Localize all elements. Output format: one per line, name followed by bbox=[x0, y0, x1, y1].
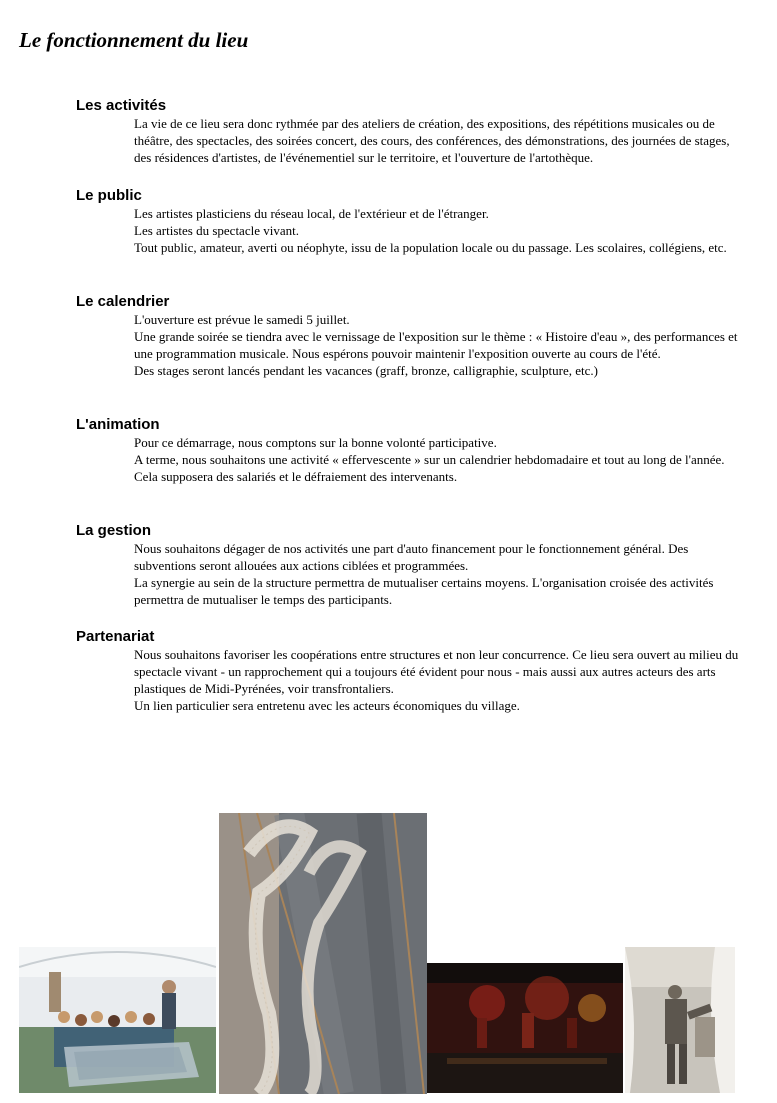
section-heading: Le calendrier bbox=[76, 293, 170, 310]
section-heading: Les activités bbox=[76, 97, 167, 114]
paragraph: Un lien particulier sera entretenu avec les acteurs économiques du village. bbox=[134, 698, 520, 713]
section-activites bbox=[76, 97, 746, 166]
section-animation bbox=[76, 416, 746, 485]
paragraph: Une grande soirée se tiendra avec le vernissage de l'exposition sur le thème : « Histoire d'eau », des performances et une programmation musicale. Nous espérons pouvoir maintenir l'exposition ouverte au cours de l'été. bbox=[134, 329, 738, 361]
section-heading: La gestion bbox=[76, 522, 152, 539]
paragraph: Nous souhaitons favoriser les coopérations entre structures et non leur concurrence. Ce lieu sera ouvert au milieu du spectacle vivant - un rapprochement qui a toujours été évident pour nous - mais aussi aux autres acteurs des arts plastiques de Midi-Pyrénées, voir transfrontaliers. bbox=[134, 647, 739, 696]
paragraph: A terme, nous souhaitons une activité « effervescente » sur un calendrier hebdomadaire et tout au long de l'année. bbox=[134, 452, 725, 467]
photo-concert bbox=[427, 963, 623, 1093]
paragraph: Les artistes du spectacle vivant. bbox=[134, 223, 299, 238]
paragraph: La vie de ce lieu sera donc rythmée par des ateliers de création, des expositions, des répétitions musicales ou de théâtre, des spectacles, des soirées concert, des cours, des conférences, des démonstrations, des journées de stages, des résidences d'artistes, de l'événementiel sur le territoire, et l'ouverture de l'artothèque. bbox=[134, 116, 730, 165]
paragraph: Nous souhaitons dégager de nos activités une part d'auto financement pour le fonctionnement général. Des subventions seront allouées aux actions ciblées et programmées. bbox=[134, 541, 689, 573]
section-heading: L'animation bbox=[76, 416, 160, 433]
paragraph: La synergie au sein de la structure permettra de mutualiser certains moyens. L'organisation croisée des activités permettra de mutualiser le temps des participants. bbox=[134, 575, 714, 607]
paragraph: Les artistes plasticiens du réseau local, de l'extérieur et de l'étranger. bbox=[134, 206, 489, 221]
paragraph: L'ouverture est prévue le samedi 5 juillet. bbox=[134, 312, 350, 327]
section-partenariat bbox=[76, 628, 746, 714]
page-title: Le fonctionnement du lieu bbox=[19, 28, 249, 52]
paragraph: Tout public, amateur, averti ou néophyte, issu de la population locale ou du passage. Les scolaires, collégiens, etc. bbox=[134, 240, 727, 255]
paragraph: Cela supposera des salariés et le défraiement des intervenants. bbox=[134, 469, 458, 484]
section-heading: Partenariat bbox=[76, 628, 155, 645]
section-calendrier bbox=[76, 293, 746, 379]
section-public bbox=[76, 187, 746, 256]
section-gestion bbox=[76, 522, 746, 608]
paragraph: Pour ce démarrage, nous comptons sur la bonne volonté participative. bbox=[134, 435, 497, 450]
section-heading: Le public bbox=[76, 187, 142, 204]
photo-wire-sculpture bbox=[219, 813, 427, 1094]
paragraph: Des stages seront lancés pendant les vacances (graff, bronze, calligraphie, sculpture, etc.) bbox=[134, 363, 598, 378]
photo-sculptor bbox=[625, 947, 735, 1093]
photo-workshop-children bbox=[19, 947, 216, 1093]
